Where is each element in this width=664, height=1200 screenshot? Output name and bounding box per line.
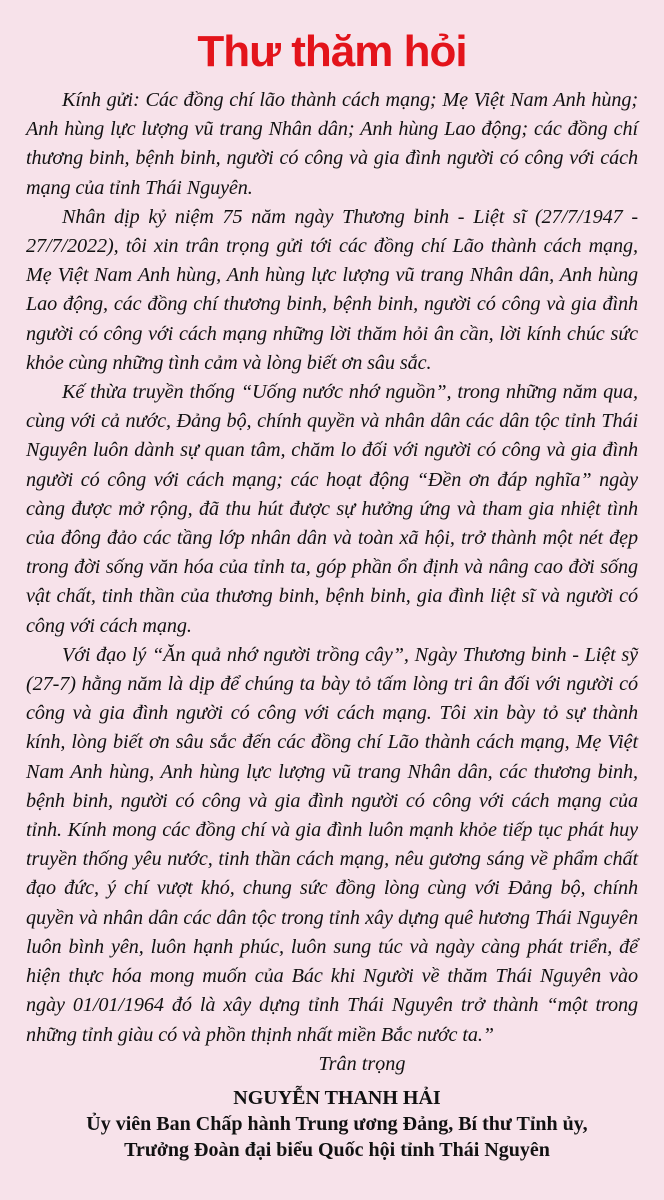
page-title: Thư thăm hỏi (197, 27, 467, 76)
body-paragraph-gratitude: Với đạo lý “Ăn quả nhớ người trồng cây”, Ngày Thương binh - Liệt sỹ (27-7) hằng năm là dịp để chúng ta bày tỏ tấm lòng tri ân đối với người có công và gia đình người có công với cách mạng. Tôi xin bày tỏ sự thành kính, lòng biết ơn sâu sắc đến các đồng chí Lão thành cách mạng, Mẹ Việt Nam Anh hùng, Anh hùng lực lượng vũ trang Nhân dân, các thương binh, bệnh binh, người có công và gia đình người có công với cách mạng của tỉnh. Kính mong các đồng chí và gia đình luôn mạnh khỏe tiếp tục phát huy truyền thống yêu nước, tinh thần cách mạng, nêu gương sáng về phẩm chất đạo đức, ý chí vượt khó, chung sức đồng lòng cùng với Đảng bộ, chính quyền và nhân dân các dân tộc trong tỉnh xây dựng quê hương Thái Nguyên luôn bình yên, luôn hạnh phúc, luôn sung túc và ngày càng phát triển, để hiện thực hóa mong muốn của Bác khi Người về thăm Thái Nguyên vào ngày 01/01/1964 đó là xây dựng tỉnh Thái Nguyên trở thành “một trong những tỉnh giàu có và phồn thịnh nhất miền Bắc nước ta.” (26, 643, 638, 1046)
signature-block (26, 1085, 638, 1163)
body-paragraph-tradition: Kế thừa truyền thống “Uống nước nhớ nguồn”, trong những năm qua, cùng với cả nước, Đảng bộ, chính quyền và nhân dân các dân tộc tỉnh Thái Nguyên luôn dành sự quan tâm, chăm lo đối với người có công và gia đình người có công với cách mạng; các hoạt động “Đền ơn đáp nghĩa” ngày càng được mở rộng, đã thu hút được sự hưởng ứng và tham gia nhiệt tình của đông đảo các tầng lớp nhân dân và toàn xã hội, trở thành một nét đẹp trong đời sống văn hóa của tỉnh ta, góp phần ổn định và nâng cao đời sống vật chất, tinh thần của thương binh, bệnh binh, gia đình liệt sĩ và người có công với cách mạng. (26, 381, 638, 637)
salutation-paragraph: Kính gửi: Các đồng chí lão thành cách mạng; Mẹ Việt Nam Anh hùng; Anh hùng lực lượng vũ trang Nhân dân; Anh hùng Lao động; các đồng chí thương binh, bệnh binh, người có công và gia đình người có công với cách mạng của tỉnh Thái Nguyên. (26, 89, 638, 199)
signer-position-line-2: Trưởng Đoàn đại biểu Quốc hội tỉnh Thái Nguyên (124, 1138, 550, 1161)
letter-body (26, 86, 638, 1050)
body-paragraph-occasion: Nhân dịp kỷ niệm 75 năm ngày Thương binh - Liệt sĩ (27/7/1947 - 27/7/2022), tôi xin trân trọng gửi tới các đồng chí Lão thành cách mạng, Mẹ Việt Nam Anh hùng, Anh hùng lực lượng vũ trang Nhân dân, Anh hùng Lao động, các đồng chí thương binh, bệnh binh, người có công và gia đình người có công với cách mạng những lời thăm hỏi ân cần, lời kính chúc sức khỏe cùng những tình cảm và lòng biết ơn sâu sắc. (26, 205, 638, 374)
signer-name: NGUYỄN THANH HẢI (233, 1086, 441, 1109)
closing-text: Trân trọng (318, 1052, 406, 1075)
signer-position-line-1: Ủy viên Ban Chấp hành Trung ương Đảng, Bí thư Tỉnh ủy, (86, 1112, 588, 1135)
